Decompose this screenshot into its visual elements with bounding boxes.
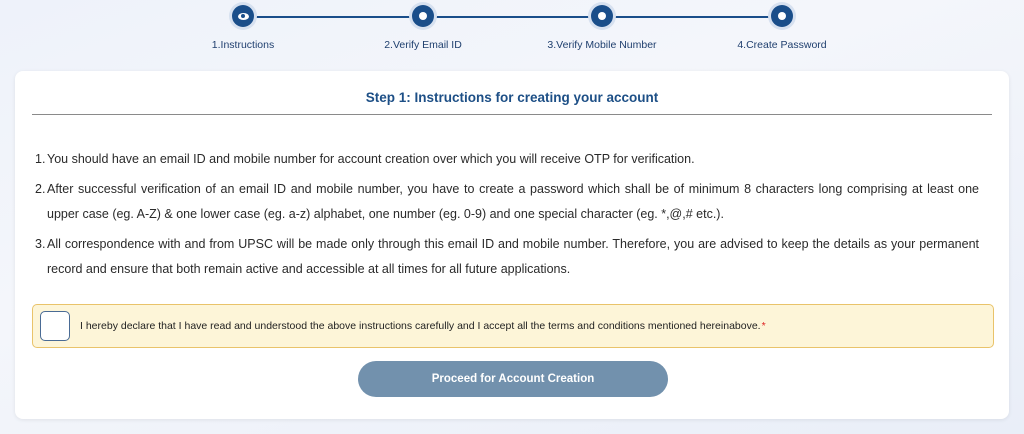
item-number: 2. (35, 182, 46, 196)
dot-icon (591, 5, 613, 27)
step-label: 1.Instructions (211, 39, 275, 51)
step-verify-email (348, 5, 498, 51)
step-label: 2.Verify Email ID (384, 39, 462, 51)
instructions-card (15, 71, 1009, 419)
step-verify-mobile (527, 5, 677, 51)
stepper-line (243, 16, 783, 18)
item-text: After successful verification of an email ID and mobile number, you have to create a password which shall be of minimum 8 characters long comprising at least one upper case (eg. A-Z) & one lower case (eg. a-z) alphabet, one number (eg. 0-9) and one special character (eg. *,@,# etc.). (47, 182, 979, 221)
required-mark: * (761, 320, 766, 332)
list-item (35, 232, 979, 282)
list-item (35, 177, 979, 227)
item-number: 1. (35, 152, 46, 166)
step-create-password (707, 5, 857, 51)
item-text: You should have an email ID and mobile number for account creation over which you will receive OTP for verification. (47, 152, 695, 166)
step-label: 3.Verify Mobile Number (547, 39, 657, 51)
instructions-list (35, 147, 979, 287)
declaration-checkbox[interactable] (40, 311, 70, 341)
progress-stepper (0, 0, 1024, 62)
declaration-text: I hereby declare that I have read and understood the above instructions carefully and I accept all the terms and conditions mentioned hereinabove. (80, 320, 761, 332)
card-title: Step 1: Instructions for creating your account (32, 81, 992, 115)
step-instructions (168, 5, 318, 51)
declaration-box (32, 304, 994, 348)
step-label: 4.Create Password (737, 39, 827, 51)
list-item (35, 147, 979, 172)
dot-icon (412, 5, 434, 27)
item-number: 3. (35, 237, 46, 251)
item-text: All correspondence with and from UPSC will be made only through this email ID and mobile number. Therefore, you are advised to keep the details as your permanent record and ensure that both remain active and accessible at all times for all future applications. (47, 237, 979, 276)
proceed-button[interactable]: Proceed for Account Creation (358, 361, 668, 397)
dot-icon (771, 5, 793, 27)
declaration-label (80, 320, 766, 332)
eye-icon (232, 5, 254, 27)
